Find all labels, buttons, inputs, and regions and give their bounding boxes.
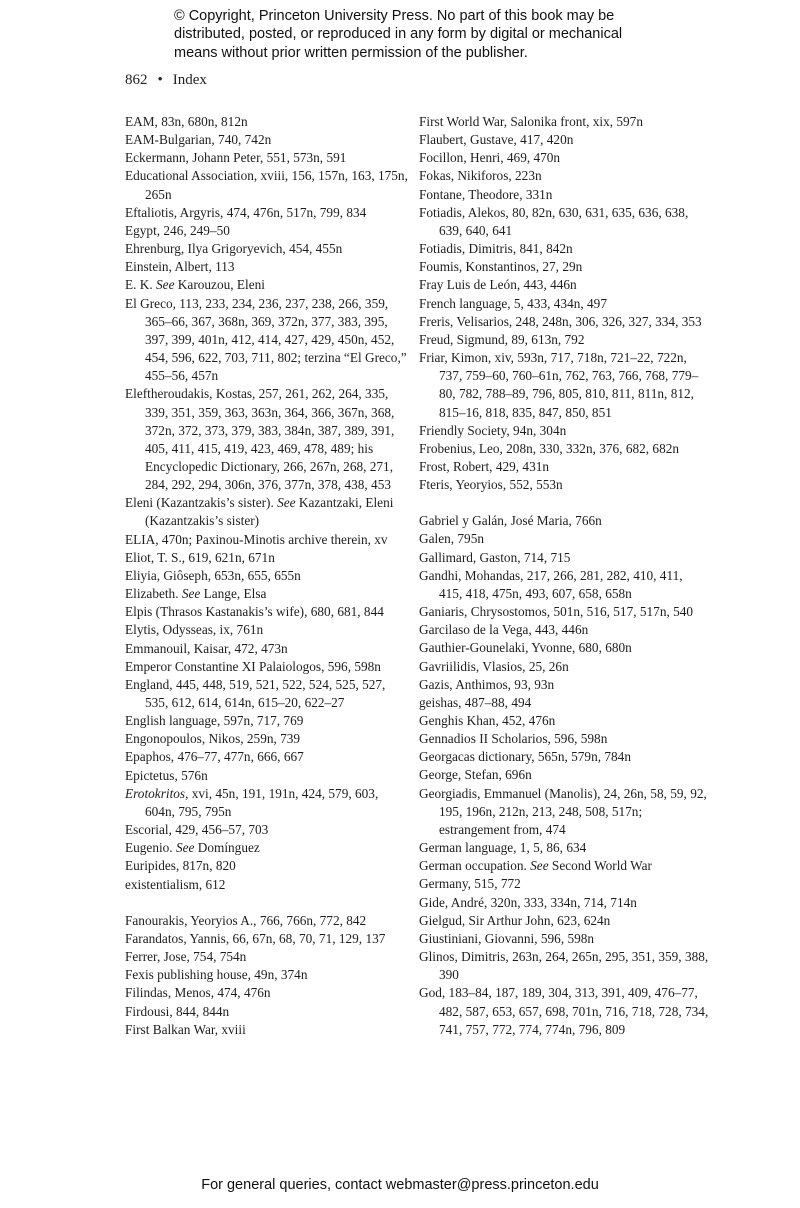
- index-entry: Fteris, Yeoryios, 552, 553n: [419, 477, 563, 493]
- index-entry: EAM, 83n, 680n, 812n: [125, 114, 248, 129]
- index-entry: Fray Luis de León, 443, 446n: [419, 277, 577, 293]
- index-entry: Eleni (Kazantzakis’s sister). See Kazantzaki, Eleni (Kazantzakis’s sister): [125, 495, 394, 529]
- index-entry: Firdousi, 844, 844n: [125, 1003, 230, 1019]
- index-entry: geishas, 487–88, 494: [419, 694, 532, 710]
- index-entry: Engonopoulos, Nikos, 259n, 739: [125, 731, 301, 747]
- copyright-line: means without prior written permission of the publisher.: [174, 44, 528, 61]
- index-entry: E. K. See Karouzou, Eleni: [125, 277, 265, 293]
- index-entry: Gavriilidis, Vlasios, 25, 26n: [419, 658, 569, 674]
- index-entry: Gennadios II Scholarios, 596, 598n: [419, 731, 608, 747]
- index-entry: Fokas, Nikiforos, 223n: [419, 168, 542, 184]
- section-title: Index: [172, 72, 207, 88]
- index-entry: Fotiadis, Alekos, 80, 82n, 630, 631, 635, 636, 638, 639, 640, 641: [419, 204, 689, 238]
- index-entry: Elizabeth. See Lange, Elsa: [125, 586, 267, 602]
- index-entry: God, 183–84, 187, 189, 304, 313, 391, 409, 476–77, 482, 587, 653, 657, 698, 701n, 716, 718, 728, 734, 741, 757, 772, 774, 774n, 796, 809: [419, 985, 709, 1037]
- index-entry: Eliot, T. S., 619, 621n, 671n: [125, 549, 275, 565]
- index-entry: George, Stefan, 696n: [419, 767, 532, 783]
- index-entry: Fexis publishing house, 49n, 374n: [125, 967, 308, 983]
- index-entry: Euripides, 817n, 820: [125, 858, 236, 874]
- index-entry: Foumis, Konstantinos, 27, 29n: [419, 259, 583, 275]
- index-entry: Freris, Velisarios, 248, 248n, 306, 326, 327, 334, 353: [419, 313, 702, 329]
- index-entry: Georgiadis, Emmanuel (Manolis), 24, 26n, 58, 59, 92, 195, 196n, 212n, 213, 248, 508, 517n; estrangement from, 474: [419, 785, 707, 837]
- index-entry: El Greco, 113, 233, 234, 236, 237, 238, 266, 359, 365–66, 367, 368n, 369, 372n, 377, 383, 395, 397, 399, 401n, 412, 414, 427, 429, 450n, 452, 454, 596, 622, 703, 711, 802; terzina “El Greco,” 455–56, 457n: [125, 295, 407, 384]
- index-entry: Emperor Constantine XI Palaiologos, 596, 598n: [125, 658, 381, 674]
- index-entry: Eftaliotis, Argyris, 474, 476n, 517n, 799, 834: [125, 204, 367, 220]
- index-entry: First Balkan War, xviii: [125, 1021, 246, 1037]
- index-entry: Farandatos, Yannis, 66, 67n, 68, 70, 71, 129, 137: [125, 930, 386, 946]
- index-entry: Garcilaso de la Vega, 443, 446n: [419, 622, 589, 638]
- index-entry: Gielgud, Sir Arthur John, 623, 624n: [419, 912, 611, 928]
- index-entry: Einstein, Albert, 113: [125, 259, 235, 275]
- index-entry: Friar, Kimon, xiv, 593n, 717, 718n, 721–22, 722n, 737, 759–60, 760–61n, 762, 763, 766, 768, 779–80, 782, 788–89, 796, 805, 810, 811, 811n, 812, 815–16, 818, 835, 847, 850, 851: [419, 350, 699, 420]
- index-entry: Frost, Robert, 429, 431n: [419, 458, 550, 474]
- index-entry: Genghis Khan, 452, 476n: [419, 713, 556, 728]
- running-head: [125, 72, 207, 89]
- index-entry: Erotokritos, xvi, 45n, 191, 191n, 424, 579, 603, 604n, 795, 795n: [125, 785, 379, 819]
- index-entry: Educational Association, xviii, 156, 157n, 163, 175n, 265n: [125, 168, 408, 202]
- copyright-line: distributed, posted, or reproduced in any form by digital or mechanical: [174, 26, 623, 43]
- index-entry: Glinos, Dimitris, 263n, 264, 265n, 295, 351, 359, 388, 390: [419, 949, 709, 983]
- index-entry: German language, 1, 5, 86, 634: [419, 840, 587, 856]
- index-entry: Gallimard, Gaston, 714, 715: [419, 549, 571, 565]
- index-entry: Escorial, 429, 456–57, 703: [125, 822, 269, 838]
- index-entry: Giustiniani, Giovanni, 596, 598n: [419, 930, 595, 946]
- index-entry: Eugenio. See Domínguez: [125, 840, 260, 856]
- index-entry: Gauthier-Gounelaki, Yvonne, 680, 680n: [419, 640, 632, 656]
- index-entry: Georgacas dictionary, 565n, 579n, 784n: [419, 749, 631, 765]
- index-entry: Germany, 515, 772: [419, 876, 521, 892]
- index-entry: Galen, 795n: [419, 531, 484, 547]
- index-entry: Flaubert, Gustave, 417, 420n: [419, 132, 574, 148]
- page-number: 862: [125, 72, 148, 88]
- index-entry: English language, 597n, 717, 769: [125, 713, 304, 729]
- index-entry: England, 445, 448, 519, 521, 522, 524, 525, 527, 535, 612, 614, 614n, 615–20, 622–27: [125, 676, 386, 710]
- footer-contact: For general queries, contact webmaster@press.princeton.edu: [201, 1177, 599, 1193]
- index-entry: EAM-Bulgarian, 740, 742n: [125, 132, 272, 148]
- index-entry: Epaphos, 476–77, 477n, 666, 667: [125, 749, 304, 765]
- index-column-left: [125, 113, 410, 1039]
- index-column-right: [419, 113, 709, 1039]
- index-entry: Gandhi, Mohandas, 217, 266, 281, 282, 410, 411, 415, 418, 475n, 493, 607, 658, 658n: [419, 567, 683, 601]
- index-entry: Friendly Society, 94n, 304n: [419, 422, 567, 438]
- index-entry: Eckermann, Johann Peter, 551, 573n, 591: [125, 150, 347, 166]
- index-entry: Ganiaris, Chrysostomos, 501n, 516, 517, 517n, 540: [419, 604, 694, 620]
- bullet-separator: •: [157, 72, 163, 88]
- index-entry: Fontane, Theodore, 331n: [419, 186, 553, 202]
- index-entry: existentialism, 612: [125, 876, 226, 892]
- index-entry: Focillon, Henri, 469, 470n: [419, 150, 561, 166]
- index-entry: Fanourakis, Yeoryios A., 766, 766n, 772, 842: [125, 912, 367, 928]
- index-entry: Egypt, 246, 249–50: [125, 222, 230, 238]
- index-entry: Gazis, Anthimos, 93, 93n: [419, 676, 555, 692]
- letter-group-gap: [419, 494, 709, 512]
- index-entry: Gide, André, 320n, 333, 334n, 714, 714n: [419, 894, 637, 910]
- index-entry: Emmanouil, Kaisar, 472, 473n: [125, 640, 288, 656]
- index-entry: Eliyia, Giôseph, 653n, 655, 655n: [125, 567, 301, 583]
- index-entry: Fotiadis, Dimitris, 841, 842n: [419, 241, 573, 257]
- index-entry: Frobenius, Leo, 208n, 330, 332n, 376, 682, 682n: [419, 440, 680, 456]
- index-entry: ELIA, 470n; Paxinou-Minotis archive therein, xv: [125, 531, 388, 547]
- index-entry: Gabriel y Galán, José Maria, 766n: [419, 513, 602, 529]
- letter-group-gap: [125, 894, 410, 912]
- index-entry: German occupation. See Second World War: [419, 858, 652, 874]
- copyright-line: © Copyright, Princeton University Press. No part of this book may be: [174, 8, 615, 24]
- index-entry: Ehrenburg, Ilya Grigoryevich, 454, 455n: [125, 241, 343, 257]
- index-entry: Epictetus, 576n: [125, 767, 208, 783]
- index-entry: Elpis (Thrasos Kastanakis’s wife), 680, 681, 844: [125, 604, 384, 620]
- index-entry: Filindas, Menos, 474, 476n: [125, 985, 271, 1001]
- index-entry: First World War, Salonika front, xix, 597n: [419, 114, 643, 129]
- index-entry: Freud, Sigmund, 89, 613n, 792: [419, 331, 585, 347]
- index-entry: French language, 5, 433, 434n, 497: [419, 295, 607, 311]
- index-entry: Ferrer, Jose, 754, 754n: [125, 949, 247, 965]
- index-entry: Eleftheroudakis, Kostas, 257, 261, 262, 264, 335, 339, 351, 359, 363, 363n, 364, 366, 367n, 368, 372n, 372, 373, 379, 383, 384n, 387, 389, 391, 405, 411, 415, 419, 423, 469, 478, 489; his Encyclopedic Dictionary, 266, 267n, 268, 271, 284, 292, 294, 306n, 376, 377n, 378, 438, 453: [125, 386, 395, 493]
- copyright-notice: [174, 7, 694, 62]
- index-entry: Elytis, Odysseas, ix, 761n: [125, 622, 264, 638]
